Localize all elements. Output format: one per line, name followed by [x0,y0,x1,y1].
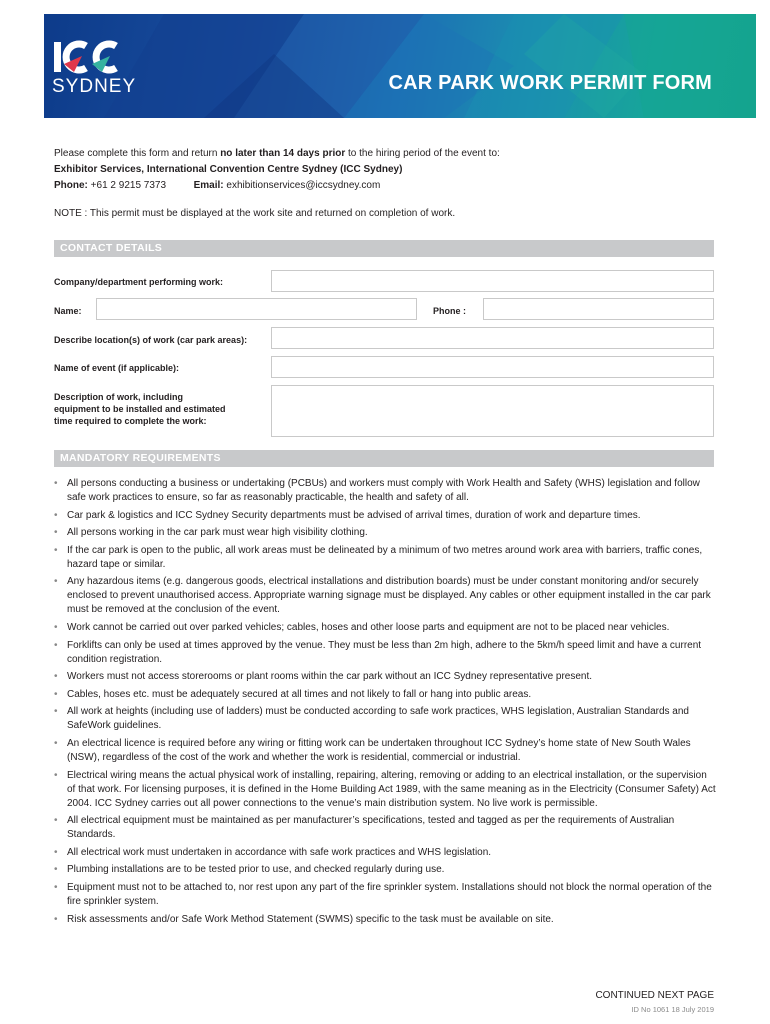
list-item: • Equipment must not to be attached to, nor rest upon any part of the fire sprinkler system. Installations should not block the normal operation of the fire sprinkler system. [54,881,716,909]
description-input[interactable] [271,385,714,437]
phone-input[interactable] [483,298,714,320]
location-label: Describe location(s) of work (car park areas): [54,335,248,345]
list-item: • Any hazardous items (e.g. dangerous goods, electrical installations and distribution boards) must be under constant monitoring and/or securely enclosed to prevent unauthorised access. Appropriate warning signage must be displayed. Any cables or other equipment installed in the car park must be removed at the conclusion of the event. [54,575,716,617]
email-value[interactable]: exhibitionservices@iccsydney.com [226,180,381,191]
list-item: • Risk assessments and/or Safe Work Method Statement (SWMS) specific to the task must be available on site. [54,913,716,927]
list-item: • Forklifts can only be used at times approved by the venue. They must be less than 2m high, adhere to the 5km/h speed limit and have a current condition registration. [54,639,716,667]
icc-sydney-logo [52,34,137,114]
continued-next-page: CONTINUED NEXT PAGE [595,990,714,1001]
list-item: • Electrical wiring means the actual physical work of installing, repairing, altering, removing or adding to an electrical installation, or the supervision of that work. For licensing purposes, it is defined in the Home Building Act 1989, with the same meaning as in the Electricity (Consumer Safety) Act 2004. ICC Sydney carries out all power connections to the venue’s main distribution system. No live work is permissible. [54,769,716,811]
list-item: • All electrical work must undertaken in accordance with safe work practices and WHS legislation. [54,846,716,860]
list-item: • If the car park is open to the public, all work areas must be delineated by a minimum of two metres around work area with barriers, traffic cones, hazard tape or similar. [54,544,716,572]
header-banner [44,14,756,118]
list-item: • All electrical equipment must be maintained as per manufacturer’s specifications, tested and tagged as per the requirements of Australian Standards. [54,814,716,842]
list-item: • All persons working in the car park must wear high visibility clothing. [54,526,716,540]
event-label: Name of event (if applicable): [54,363,180,373]
document-id: ID No 1061 18 July 2019 [631,1005,714,1014]
name-label: Name: [54,306,82,316]
mandatory-requirements-heading: MANDATORY REQUIREMENTS [54,450,714,467]
list-item: • Plumbing installations are to be tested prior to use, and checked regularly during use. [54,863,716,877]
list-item: • All work at heights (including use of ladders) must be conducted according to safe work practices, WHS legislation, Australian Standards and SafeWork guidelines. [54,705,716,733]
company-input[interactable] [271,270,714,292]
banner-pattern [44,14,756,118]
list-item: • Work cannot be carried out over parked vehicles; cables, hoses and other loose parts and equipment are not to be placed near vehicles. [54,621,716,635]
intro-block [54,146,734,222]
list-item: • Car park & logistics and ICC Sydney Security departments must be advised of arrival times, duration of work and departure times. [54,509,716,523]
phone-value: +61 2 9215 7373 [90,180,167,191]
event-input[interactable] [271,356,714,378]
note-text: NOTE : This permit must be displayed at the work site and returned on completion of work. [54,208,456,219]
contact-details-heading: CONTACT DETAILS [54,240,714,257]
instruction-line: Please complete this form and return no later than 14 days prior to the hiring period of the event to: [54,148,500,159]
company-label: Company/department performing work: [54,277,224,287]
list-item: • Workers must not access storerooms or plant rooms within the car park without an ICC Sydney representative present. [54,670,716,684]
contact-line: Phone: +61 2 9215 7373 Email: exhibitionservices@iccsydney.com [54,180,381,191]
list-item: • Cables, hoses etc. must be adequately secured at all times and not likely to fall or hang into public areas. [54,688,716,702]
form-title: CAR PARK WORK PERMIT FORM [388,72,712,94]
logo-sydney-text: SYDNEY [52,76,137,97]
logo-mark-icon [52,34,132,78]
description-label: Description of work, including equipment to be installed and estimated time required to complete the work: [54,392,226,426]
phone-label: Phone : [433,306,466,316]
organisation-name: Exhibitor Services, International Convention Centre Sydney (ICC Sydney) [54,164,403,175]
name-input[interactable] [96,298,417,320]
location-input[interactable] [271,327,714,349]
list-item: • All persons conducting a business or undertaking (PCBUs) and workers must comply with Work Health and Safety (WHS) legislation and follow safe work practices to ensure, so far as reasonably practicable, the health and safety of all. [54,477,716,505]
requirements-list [54,477,716,930]
list-item: • An electrical licence is required before any wiring or fitting work can be undertaken throughout ICC Sydney’s home state of New South Wales (NSW), regardless of the cost of the work and whether the work is residential, commercial or industrial. [54,737,716,765]
